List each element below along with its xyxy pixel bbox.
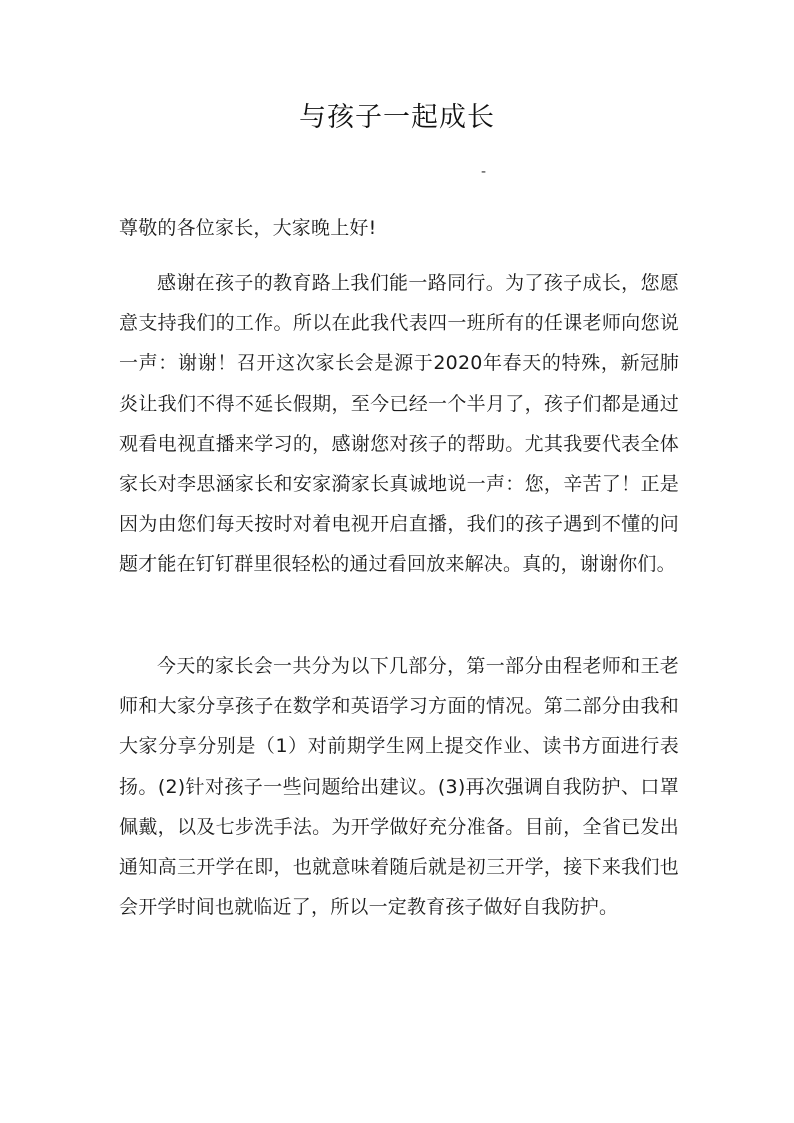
header-dash-mark: - [481,164,487,180]
document-title: 与孩子一起成长 [299,102,495,133]
paragraph-thanks: 感谢在孩子的教育路上我们能一路同行。为了孩子成长，您愿意支持我们的工作。所以在此我代表四一班所有的任课老师向您说一声：谢谢！召开这次家长会是源于2020年春天的特殊，新冠肺炎让我们不得不延长假期，至今已经一个半月了，孩子们都是通过观看电视直播来学习的，感谢您对孩子的帮助。尤其我要代表全体家长对李思涵家长和安家漪家长真诚地说一声：您，辛苦了！正是因为由您们每天按时对着电视开启直播，我们的孩子遇到不懂的问题才能在钉钉群里很轻松的通过看回放来解决。真的，谢谢你们。 [119,272,679,576]
greeting-line: 尊敬的各位家长，大家晚上好! [119,217,377,239]
paragraph-agenda: 今天的家长会一共分为以下几部分，第一部分由程老师和王老师和大家分享孩子在数学和英语学习方面的情况。第二部分由我和大家分享分别是（1）对前期学生网上提交作业、读书方面进行表扬。(2)针对孩子一些问题给出建议。(3)再次强调自我防护、口罩佩戴，以及七步洗手法。为开学做好充分准备。目前，全省已发出通知高三开学在即，也就意味着随后就是初三开学，接下来我们也会开学时间也就临近了，所以一定教育孩子做好自我防护。 [119,655,679,919]
